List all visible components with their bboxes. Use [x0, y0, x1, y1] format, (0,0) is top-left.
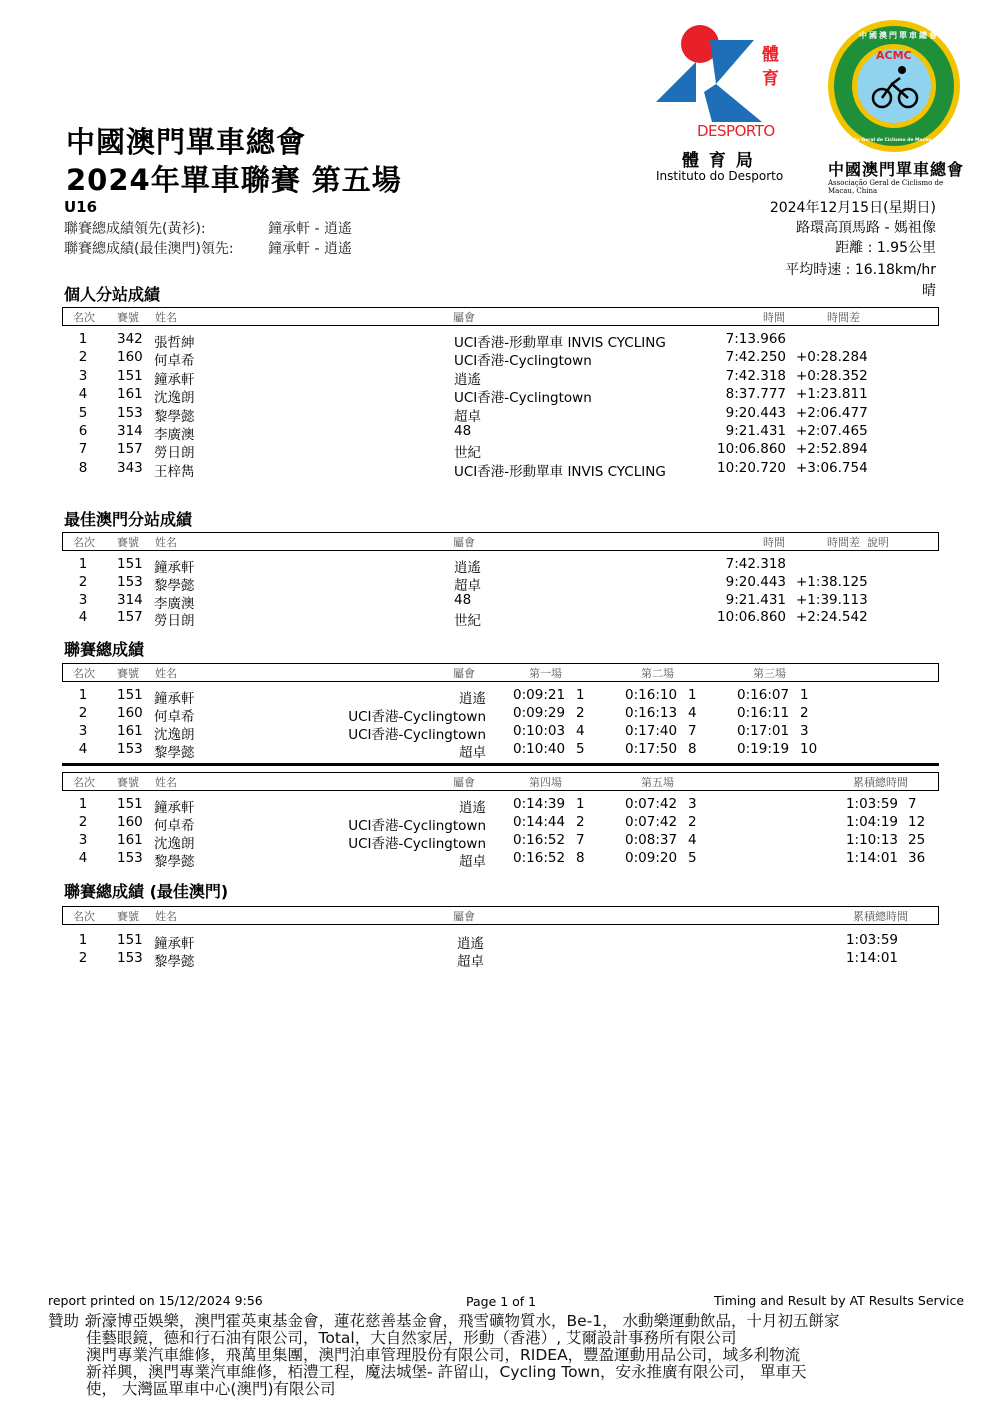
rider-name-cell: 黎學懿: [154, 954, 195, 970]
bib-cell: 151: [117, 932, 143, 948]
col-time: 時間: [763, 311, 785, 324]
round2-time-cell: 0:17:50: [625, 741, 678, 757]
total-points-cell: 12: [908, 814, 926, 830]
club-cell: 超卓: [457, 954, 484, 970]
rider-name-cell: 鐘承軒: [154, 800, 195, 816]
club-cell: UCI香港-形動單車 INVIS CYCLING: [454, 463, 666, 480]
rank-cell: 3: [78, 367, 88, 384]
round5-points-cell: 5: [688, 850, 697, 866]
round3-points-cell: 1: [800, 687, 809, 703]
rank-cell: 2: [78, 573, 88, 590]
col-gap: 時間差: [827, 311, 860, 324]
bib-cell: 161: [117, 386, 143, 403]
bib-cell: 153: [117, 573, 143, 590]
leader-yellow-label: 聯賽總成績領先(黃衫):: [64, 221, 206, 237]
col-round5: 第五場: [641, 776, 674, 789]
gap-cell: +0:28.284: [796, 349, 868, 366]
title-line1: 中國澳門單車總會: [66, 125, 307, 159]
club-cell: 超卓: [454, 577, 481, 594]
time-cell: 9:20.443: [725, 404, 786, 421]
col-name: 姓名: [155, 667, 177, 680]
rider-name-cell: 勞日朗: [154, 613, 195, 630]
time-cell: 10:06.860: [717, 441, 786, 458]
rank-cell: 6: [78, 423, 88, 439]
club-cell: UCI香港-形動單車 INVIS CYCLING: [454, 335, 666, 351]
rank-cell: 1: [78, 556, 88, 572]
time-cell: 7:42.318: [725, 367, 786, 384]
club-cell: 逍遙: [459, 800, 486, 816]
sb-char2: 育: [762, 69, 779, 89]
col-club: 屬會: [453, 910, 475, 923]
col-rank: 名次: [73, 311, 95, 324]
col-name: 姓名: [155, 910, 177, 923]
bib-cell: 161: [117, 723, 143, 739]
rider-name-cell: 鐘承軒: [154, 560, 195, 576]
gap-cell: +1:39.113: [796, 591, 868, 608]
race-date: 2024年12月15日(星期日): [769, 200, 936, 216]
gap-cell: +2:07.465: [796, 423, 868, 439]
rider-name-cell: 鐘承軒: [154, 936, 195, 952]
leader-macau-label: 聯賽總成績(最佳澳門)領先:: [64, 241, 234, 257]
club-cell: UCI香港-Cyclingtown: [348, 727, 486, 743]
round3-time-cell: 0:16:07: [737, 687, 790, 703]
col-bib: 賽號: [117, 776, 139, 789]
bib-cell: 161: [117, 832, 143, 848]
round3-time-cell: 0:19:19: [737, 741, 790, 757]
time-cell: 9:21.431: [725, 591, 786, 608]
bib-cell: 151: [117, 556, 143, 572]
rider-name-cell: 何卓希: [154, 353, 195, 370]
col-club: 屬會: [453, 667, 475, 680]
round4-time-cell: 0:16:52: [513, 850, 566, 866]
acmc-abbr: ACMC: [876, 49, 912, 62]
round3-time-cell: 0:17:01: [737, 723, 790, 739]
bib-cell: 153: [117, 950, 143, 966]
round4-time-cell: 0:14:44: [513, 814, 566, 830]
round1-time-cell: 0:10:03: [513, 723, 566, 739]
league-table-header-2: [62, 772, 939, 791]
round3-time-cell: 0:16:11: [737, 705, 790, 721]
race-avg-speed: 平均時速 : 16.18km/hr: [785, 262, 936, 278]
page-number: Page 1 of 1: [466, 1294, 537, 1309]
sponsor-list: [86, 1313, 840, 1398]
rank-cell: 4: [78, 850, 88, 866]
rider-name-cell: 沈逸朗: [154, 390, 195, 407]
bib-cell: 157: [117, 609, 143, 626]
stage-section-title: 個人分站成績: [64, 285, 161, 304]
club-cell: 超卓: [459, 745, 486, 761]
club-cell: 世紀: [454, 613, 481, 630]
round5-points-cell: 4: [688, 832, 697, 848]
col-bib: 賽號: [117, 311, 139, 324]
total-time-cell: 1:10:13: [845, 832, 898, 848]
total-time-cell: 1:03:59: [845, 796, 898, 812]
round1-points-cell: 2: [576, 705, 585, 721]
rider-name-cell: 黎學懿: [154, 408, 195, 425]
rank-cell: 1: [78, 932, 88, 948]
acmc-pt: Associação Geral de Ciclismo de Macau, China: [828, 179, 944, 195]
col-note: 說明: [867, 536, 889, 549]
col-total: 累積總時間: [853, 910, 908, 923]
rank-cell: 7: [78, 441, 88, 458]
col-time: 時間: [763, 536, 785, 549]
gap-cell: +0:28.352: [796, 367, 868, 384]
club-cell: UCI香港-Cyclingtown: [454, 353, 592, 370]
title-line2: 2024年單車聯賽 第五場: [66, 163, 402, 197]
league-macau-table-header: [62, 906, 939, 925]
bib-cell: 342: [117, 331, 143, 347]
col-bib: 賽號: [117, 910, 139, 923]
rank-cell: 2: [78, 814, 88, 830]
round2-time-cell: 0:16:10: [625, 687, 678, 703]
rider-name-cell: 黎學懿: [154, 577, 195, 594]
sb-char1: 體: [762, 45, 779, 65]
round1-time-cell: 0:10:40: [513, 741, 566, 757]
best-macau-section-title: 最佳澳門分站成績: [64, 510, 193, 529]
total-time-cell: 1:14:01: [845, 850, 898, 866]
round5-time-cell: 0:07:42: [625, 796, 678, 812]
round2-points-cell: 8: [688, 741, 697, 757]
acmc-logo: [822, 18, 967, 195]
sponsor-label: 贊助 :: [48, 1312, 90, 1330]
round4-points-cell: 7: [576, 832, 585, 848]
sponsor-line: 新濠博亞娛樂，澳門霍英東基金會，蓮花慈善基金會，飛雪礦物質水，Be-1， 水動樂運動飲品，十月初五餅家: [86, 1312, 840, 1330]
rank-cell: 1: [78, 331, 88, 347]
round5-time-cell: 0:08:37: [625, 832, 678, 848]
rank-cell: 3: [78, 723, 88, 739]
total-points-cell: 36: [908, 850, 926, 866]
gap-cell: +2:24.542: [796, 609, 868, 626]
round2-points-cell: 1: [688, 687, 697, 703]
club-cell: 超卓: [454, 408, 481, 425]
gap-cell: +2:52.894: [796, 441, 868, 458]
league-macau-section-title: 聯賽總成績 (最佳澳門): [64, 882, 229, 901]
rider-name-cell: 張哲紳: [154, 335, 195, 351]
bib-cell: 151: [117, 687, 143, 703]
bib-cell: 157: [117, 441, 143, 458]
best-macau-table-header: [62, 532, 939, 551]
rider-name-cell: 鐘承軒: [154, 691, 195, 707]
gap-cell: +3:06.754: [796, 459, 868, 476]
col-rank: 名次: [73, 667, 95, 680]
rider-name-cell: 王梓雋: [154, 463, 195, 480]
league-section-title: 聯賽總成績: [64, 640, 145, 659]
time-cell: 8:37.777: [725, 386, 786, 403]
round5-time-cell: 0:09:20: [625, 850, 678, 866]
col-round3: 第三場: [753, 667, 786, 680]
col-round2: 第二場: [641, 667, 674, 680]
timing-credit: Timing and Result by AT Results Service: [714, 1293, 965, 1308]
club-cell: 超卓: [459, 854, 486, 870]
club-cell: 逍遙: [459, 691, 486, 707]
bib-cell: 343: [117, 459, 143, 476]
gap-cell: +1:23.811: [796, 386, 868, 403]
col-club: 屬會: [453, 776, 475, 789]
sports-bureau-logo: [652, 22, 792, 187]
club-cell: UCI香港-Cyclingtown: [454, 390, 592, 407]
rider-name-cell: 沈逸朗: [154, 727, 195, 743]
time-cell: 7:42.250: [725, 349, 786, 366]
race-distance: 距離 : 1.95公里: [835, 240, 936, 256]
leader-macau-value: 鐘承軒 - 逍遙: [268, 241, 352, 257]
rider-name-cell: 鐘承軒: [154, 371, 195, 388]
rider-name-cell: 黎學懿: [154, 745, 195, 761]
acmc-ring-top: 中國澳門單車總會: [859, 31, 939, 40]
col-round4: 第四場: [529, 776, 562, 789]
club-cell: 逍遙: [457, 936, 484, 952]
round3-points-cell: 3: [800, 723, 809, 739]
club-cell: 世紀: [454, 445, 481, 462]
rank-cell: 1: [78, 796, 88, 812]
gap-cell: +1:38.125: [796, 573, 868, 590]
round3-points-cell: 2: [800, 705, 809, 721]
sponsor-line: 澳門專業汽車維修，飛萬里集團，澳門泊車管理股份有限公司，RIDEA，豐盈運動用品公司，域多利物流: [86, 1346, 801, 1364]
club-cell: UCI香港-Cyclingtown: [348, 818, 486, 834]
rider-name-cell: 何卓希: [154, 818, 195, 834]
rank-cell: 3: [78, 591, 88, 608]
round1-time-cell: 0:09:29: [513, 705, 566, 721]
round4-time-cell: 0:16:52: [513, 832, 566, 848]
bib-cell: 160: [117, 349, 143, 366]
time-cell: 10:20.720: [717, 459, 786, 476]
printed-timestamp: report printed on 15/12/2024 9:56: [48, 1293, 263, 1308]
round4-points-cell: 2: [576, 814, 585, 830]
round2-points-cell: 7: [688, 723, 697, 739]
rank-cell: 3: [78, 832, 88, 848]
league-table-header-1: [62, 663, 939, 682]
total-time-cell: 1:14:01: [845, 950, 898, 966]
round2-points-cell: 4: [688, 705, 697, 721]
col-club: 屬會: [453, 311, 475, 324]
bib-cell: 153: [117, 741, 143, 757]
time-cell: 10:06.860: [717, 609, 786, 626]
rank-cell: 4: [78, 741, 88, 757]
rider-name-cell: 勞日朗: [154, 445, 195, 462]
round4-points-cell: 8: [576, 850, 585, 866]
time-cell: 7:42.318: [725, 556, 786, 572]
round1-points-cell: 1: [576, 687, 585, 703]
time-cell: 7:13.966: [725, 331, 786, 347]
rider-name-cell: 何卓希: [154, 709, 195, 725]
col-name: 姓名: [155, 311, 177, 324]
sponsor-line: 使， 大灣區單車中心(澳門)有限公司: [86, 1380, 336, 1398]
round3-points-cell: 10: [800, 741, 818, 757]
round5-points-cell: 2: [688, 814, 697, 830]
bib-cell: 160: [117, 814, 143, 830]
round2-time-cell: 0:17:40: [625, 723, 678, 739]
bib-cell: 314: [117, 591, 143, 608]
col-gap: 時間差: [827, 536, 860, 549]
round5-time-cell: 0:07:42: [625, 814, 678, 830]
rank-cell: 4: [78, 386, 88, 403]
gap-cell: +2:06.477: [796, 404, 868, 421]
col-name: 姓名: [155, 536, 177, 549]
race-weather: 晴: [922, 283, 936, 299]
rider-name-cell: 黎學懿: [154, 854, 195, 870]
col-name: 姓名: [155, 776, 177, 789]
rank-cell: 2: [78, 349, 88, 366]
club-cell: 逍遙: [454, 371, 481, 388]
time-cell: 9:20.443: [725, 573, 786, 590]
total-time-cell: 1:04:19: [845, 814, 898, 830]
bib-cell: 153: [117, 404, 143, 421]
sb-cn: 體 育 局: [682, 151, 755, 171]
race-venue: 路環高頂馬路 - 媽祖像: [796, 220, 936, 236]
club-cell: 48: [454, 591, 472, 608]
bib-cell: 153: [117, 850, 143, 866]
round1-points-cell: 4: [576, 723, 585, 739]
time-cell: 9:21.431: [725, 423, 786, 439]
rider-name-cell: 沈逸朗: [154, 836, 195, 852]
round2-time-cell: 0:16:13: [625, 705, 678, 721]
rank-cell: 2: [78, 705, 88, 721]
rider-name-cell: 李廣澳: [154, 427, 195, 443]
bib-cell: 314: [117, 423, 143, 439]
col-total: 累積總時間: [853, 776, 908, 789]
stage-table-header: [62, 307, 939, 326]
rank-cell: 1: [78, 687, 88, 703]
col-club: 屬會: [453, 536, 475, 549]
total-time-cell: 1:03:59: [845, 932, 898, 948]
club-cell: 逍遙: [454, 560, 481, 576]
col-bib: 賽號: [117, 667, 139, 680]
round4-time-cell: 0:14:39: [513, 796, 566, 812]
col-rank: 名次: [73, 536, 95, 549]
sponsor-line: 佳藝眼鏡，德和行石油有限公司，Total，大自然家居，形動（香港）, 艾爾設計事務所有限公司: [86, 1329, 737, 1347]
category-label: U16: [64, 198, 98, 216]
leader-yellow-value: 鐘承軒 - 逍遙: [268, 221, 352, 237]
league-divider: [62, 763, 939, 766]
sponsor-line: 新祥興，澳門專業汽車維修，栢澧工程，魔法城堡- 許留山，Cycling Town，安永推廣有限公司， 單車天: [86, 1363, 807, 1381]
col-rank: 名次: [73, 776, 95, 789]
acmc-cn: 中國澳門單車總會: [828, 160, 965, 179]
round1-time-cell: 0:09:21: [513, 687, 566, 703]
club-cell: UCI香港-Cyclingtown: [348, 836, 486, 852]
col-round1: 第一場: [529, 667, 562, 680]
rank-cell: 5: [78, 404, 88, 421]
sb-desporto: DESPORTO: [697, 122, 775, 140]
total-points-cell: 7: [908, 796, 917, 812]
rank-cell: 2: [78, 950, 88, 966]
bib-cell: 151: [117, 796, 143, 812]
round4-points-cell: 1: [576, 796, 585, 812]
rider-name-cell: 李廣澳: [154, 595, 195, 612]
club-cell: UCI香港-Cyclingtown: [348, 709, 486, 725]
rank-cell: 4: [78, 609, 88, 626]
col-rank: 名次: [73, 910, 95, 923]
bib-cell: 151: [117, 367, 143, 384]
round1-points-cell: 5: [576, 741, 585, 757]
sb-pt: Instituto do Desporto: [656, 169, 784, 183]
club-cell: 48: [454, 423, 472, 439]
col-bib: 賽號: [117, 536, 139, 549]
total-points-cell: 25: [908, 832, 926, 848]
round5-points-cell: 3: [688, 796, 697, 812]
rank-cell: 8: [78, 459, 88, 476]
acmc-ring-bottom: Associação Geral de Ciclismo de Macau, China: [832, 138, 949, 143]
bib-cell: 160: [117, 705, 143, 721]
